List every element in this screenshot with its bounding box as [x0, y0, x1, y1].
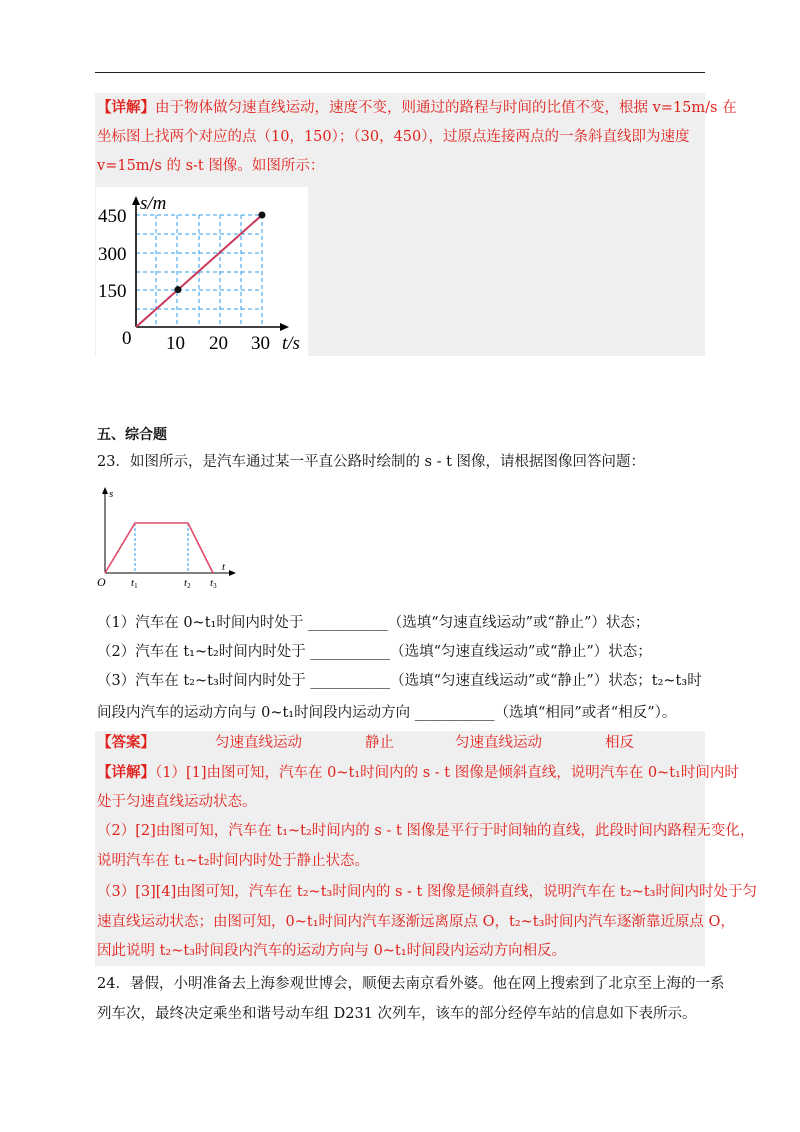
t2-label: t2	[184, 577, 191, 590]
y-axis-arrow	[102, 487, 108, 494]
q23-part-3-line-2: 间段内汽车的运动方向与 0~t₁时间段内运动方向 ___________（选填“相同”或者“相反”）。	[97, 705, 677, 721]
detail-line-2: 处于匀速直线运动状态。	[97, 794, 257, 810]
prev-solution-line-1: 【详解】由于物体做匀速直线运动，速度不变，则通过的路程与时间的比值不变，根据 v=15m/s 在	[97, 99, 737, 116]
t1-label: t1	[131, 577, 138, 590]
data-point-10-150	[175, 286, 182, 293]
x-tick-20: 20	[209, 333, 228, 354]
detail-line-1: 【详解】（1）[1]由图可知，汽车在 0~t₁时间内的 s - t 图像是倾斜直线，说明汽车在 0~t₁时间内时	[97, 764, 739, 781]
y-axis-label: s/m	[140, 193, 167, 214]
answer-2: 静止	[365, 735, 394, 751]
x-axis-arrow	[280, 323, 289, 331]
q24-line-1: 24．暑假，小明准备去上海参观世博会，顺便去南京看外婆。他在网上搜索到了北京至上海的一系	[97, 976, 725, 992]
origin-label: 0	[122, 328, 132, 349]
header-rule	[95, 72, 705, 73]
detail-line-3: （2）[2]由图可知，汽车在 t₁~t₂时间内的 s - t 图像是平行于时间轴的直线，此段时间内路程无变化，	[97, 823, 755, 839]
t-axis-label: t	[222, 561, 226, 573]
y-tick-450: 450	[98, 206, 127, 227]
st-graph-uniform	[96, 187, 308, 357]
x-tick-30: 30	[251, 333, 270, 354]
detail-line-6: 速直线运动状态；由图可知，0~t₁时间内汽车逐渐远离原点 O，t₂~t₃时间内汽车逐渐靠近原点 O，	[97, 914, 735, 930]
x-axis-arrow	[229, 570, 236, 576]
q23-stem: 23．如图所示，是汽车通过某一平直公路时绘制的 s - t 图像，请根据图像回答问题：	[97, 454, 646, 470]
origin-label: O	[97, 575, 106, 589]
q24-line-2: 列车次，最终决定乘坐和谐号动车组 D231 次列车，该车的部分经停车站的信息如下表所示。	[97, 1006, 697, 1022]
t3-label: t3	[210, 577, 217, 590]
q23-part-1: （1）汽车在 0~t₁时间内时处于 ___________（选填“匀速直线运动”或“静止”）状态；	[97, 615, 650, 631]
answer-4: 相反	[605, 735, 634, 751]
answer-1: 匀速直线运动	[215, 735, 302, 751]
y-tick-300: 300	[98, 244, 127, 265]
answer-tag: 【答案】	[97, 734, 155, 751]
detail-line-4: 说明汽车在 t₁~t₂时间内时处于静止状态。	[97, 853, 370, 869]
q23-part-3-line-1: （3）汽车在 t₂~t₃时间内时处于 ___________（选填“匀速直线运动”或“静止”）状态；t₂~t₃时	[97, 673, 702, 689]
car-st-line	[105, 523, 213, 573]
q23-part-2: （2）汽车在 t₁~t₂时间内时处于 ___________（选填“匀速直线运动”或“静止”）状态；	[97, 644, 652, 660]
detail-line-7: 因此说明 t₂~t₃时间段内汽车的运动方向与 0~t₁时间段内运动方向相反。	[97, 943, 567, 959]
answer-3: 匀速直线运动	[455, 735, 542, 751]
y-tick-150: 150	[98, 281, 127, 302]
detail-tag: 【详解】	[97, 99, 155, 116]
data-point-30-450	[259, 212, 266, 219]
x-axis-label: t/s	[282, 333, 300, 354]
x-tick-10: 10	[166, 333, 185, 354]
prev-solution-line-2: 坐标图上找两个对应的点（10，150）；（30，450），过原点连接两点的一条斜直线即为速度	[97, 129, 690, 145]
s-axis-label: s	[109, 488, 114, 500]
st-graph-car	[96, 483, 246, 593]
detail-line-5: （3）[3][4]由图可知，汽车在 t₂~t₃时间内的 s - t 图像是倾斜直线，说明汽车在 t₂~t₃时间内时处于匀	[97, 884, 757, 900]
y-axis-arrow	[132, 196, 140, 205]
section-title: 五、综合题	[97, 427, 167, 443]
prev-solution-line-3: v=15m/s 的 s-t 图像。如图所示：	[97, 158, 325, 174]
